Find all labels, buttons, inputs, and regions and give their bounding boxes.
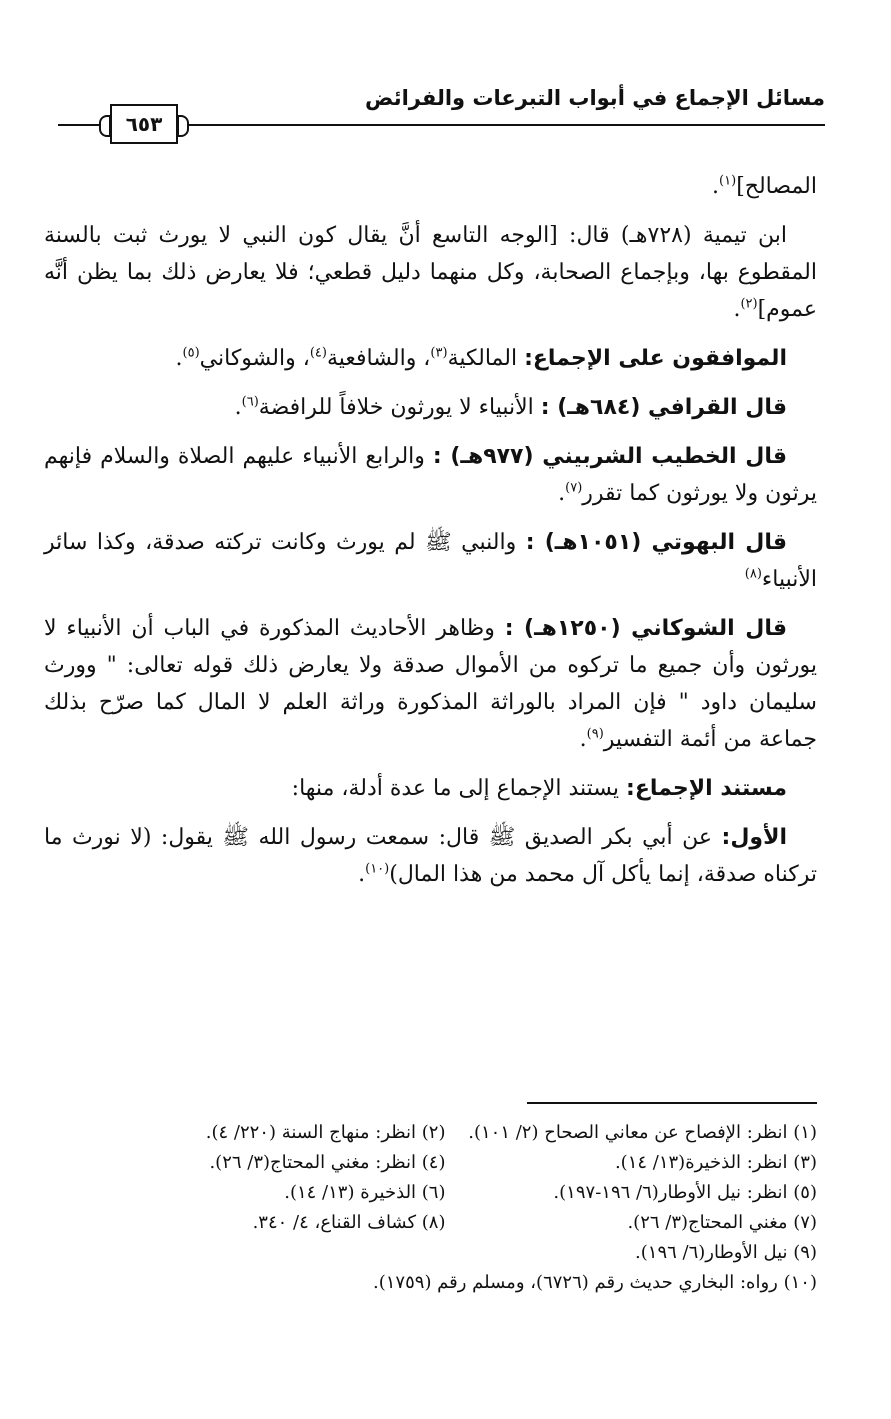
footnote-ref-10: (١٠) [365, 861, 390, 877]
footnote-row [74, 1238, 817, 1268]
footnote-ref-9: (٩) [586, 726, 604, 742]
p7-text: وظاهر الأحاديث المذكورة في الباب أن الأنبياء لا يورثون وأن جميع ما تركوه من الأموال صدقة ولا يعارض ذلك قوله تعالى: " وورث سليمان داود " فإن المراد بالوراثة المذكورة وراثة العلم لا المال كما صرّح بذلك جماعة من أئمة التفسير [44, 616, 817, 752]
p2-end: . [733, 297, 741, 322]
p5-end: . [558, 481, 566, 506]
footnote-ref-5: (٥) [182, 345, 200, 361]
footnote-5: (٥) انظر: نيل الأوطار(٦/ ١٩٦-١٩٧). [553, 1182, 817, 1203]
footnote-row [74, 1268, 817, 1298]
p3-b: ، والشافعية [326, 346, 431, 371]
footnote-separator [527, 1102, 817, 1104]
paragraph-8 [44, 770, 817, 807]
footnote-ref-3: (٣) [430, 345, 448, 361]
p9-end: . [358, 862, 366, 887]
paragraph-9 [44, 819, 817, 893]
footnote-7: (٧) مغني المحتاج(٣/ ٢٦). [627, 1212, 817, 1233]
footnote-ref-7: (٧) [565, 480, 583, 496]
p5-text: والرابع الأنبياء عليهم الصلاة والسلام فإنهم يرثون ولا يورثون كما تقرر [44, 444, 817, 506]
p9-label: الأول: [721, 825, 787, 850]
footnote-1: (١) انظر: الإفصاح عن معاني الصحاح (٢/ ١٠١). [468, 1122, 817, 1143]
p6-text: والنبي ﷺ لم يورث وكانت تركته صدقة، وكذا سائر الأنبياء [44, 530, 817, 592]
footnote-ref-1: (١) [719, 173, 737, 189]
p1-end: . [712, 174, 720, 199]
footnote-row [74, 1208, 817, 1238]
paragraph-1 [44, 168, 817, 205]
p3-label: الموافقون على الإجماع: [524, 346, 787, 371]
p5-label: قال الخطيب الشربيني (٩٧٧هـ) : [432, 444, 787, 469]
paragraph-3 [44, 340, 817, 377]
p7-end: . [579, 727, 587, 752]
p9-text: عن أبي بكر الصديق ﷺ قال: سمعت رسول الله ﷺ يقول: (لا نورث ما تركناه صدقة، إنما يأكل آل محمد من هذا المال) [44, 825, 817, 887]
footnote-8: (٨) كشاف القناع، ٤/ ٣٤٠. [252, 1212, 446, 1233]
footnote-ref-2: (٢) [740, 296, 758, 312]
footnotes [74, 1118, 817, 1298]
paragraph-2 [44, 217, 817, 328]
footnote-row [74, 1148, 817, 1178]
paragraph-4 [44, 389, 817, 426]
p8-text: يستند الإجماع إلى ما عدة أدلة، منها: [291, 776, 627, 801]
p8-label: مستند الإجماع: [626, 776, 787, 801]
footnote-10: (١٠) رواه: البخاري حديث رقم (٦٧٢٦)، ومسلم رقم (١٧٥٩). [373, 1272, 817, 1293]
footnote-ref-8: (٨) [744, 566, 762, 582]
p4-end: . [234, 395, 242, 420]
paragraph-6 [44, 524, 817, 598]
p3-end: . [175, 346, 183, 371]
footnote-row [74, 1178, 817, 1208]
p7-label: قال الشوكاني (١٢٥٠هـ) : [504, 616, 787, 641]
p1-text: المصالح] [736, 174, 817, 199]
footnote-9: (٩) نيل الأوطار(٦/ ١٩٦). [635, 1242, 817, 1263]
p6-label: قال البهوتي (١٠٥١هـ) : [525, 530, 787, 555]
footnote-ref-6: (٦) [241, 394, 259, 410]
body-text [44, 168, 817, 905]
running-header-title: مسائل الإجماع في أبواب التبرعات والفرائض [365, 86, 825, 110]
footnote-ref-4: (٤) [309, 345, 327, 361]
footnote-3: (٣) انظر: الذخيرة(١٣/ ١٤). [614, 1152, 817, 1173]
p4-label: قال القرافي (٦٨٤هـ) : [540, 395, 787, 420]
footnote-row [74, 1118, 817, 1148]
footnote-4: (٤) انظر: مغني المحتاج(٣/ ٢٦). [209, 1152, 446, 1173]
footnote-6: (٦) الذخيرة (١٣/ ١٤). [284, 1182, 446, 1203]
paragraph-7 [44, 610, 817, 758]
p4-text: الأنبياء لا يورثون خلافاً للرافضة [258, 395, 541, 420]
p3-a: المالكية [447, 346, 525, 371]
paragraph-5 [44, 438, 817, 512]
page-number: ٦٥٣ [110, 104, 178, 144]
footnote-2: (٢) انظر: منهاج السنة (٢٢٠/ ٤). [205, 1122, 446, 1143]
p3-c: ، والشوكاني [199, 346, 310, 371]
p2-text: ابن تيمية (٧٢٨هـ) قال: [الوجه التاسع أنَّ يقال كون النبي لا يورث ثبت بالسنة المقطوع بها، وبإجماع الصحابة، وكل منهما دليل قطعي؛ فلا يعارض ذلك بما يظن أنَّه عموم] [44, 223, 817, 322]
